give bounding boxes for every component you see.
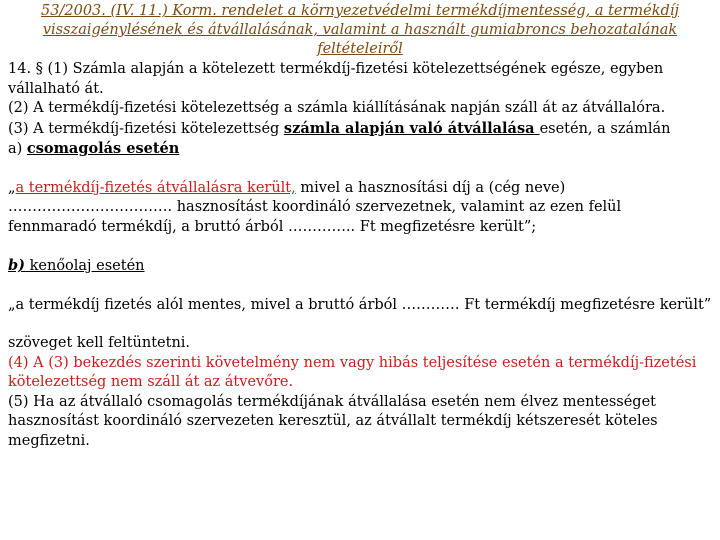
paragraph-5: (5) Ha az átvállaló csomagolás termékdíjának átvállalása esetén nem élvez mentességet hasznosítást koordináló szervezeten keresztül, az átvállalt termékdíj kétszeresét köteles megfizetni. (8, 393, 658, 449)
spacer (8, 277, 712, 296)
document-body (8, 60, 712, 451)
quote-1-open: „ (8, 179, 16, 196)
paragraph-3 (8, 119, 712, 140)
spacer (8, 315, 712, 334)
paragraph-1: 14. § (1) Számla alapján a kötelezett termékdíj-fizetési kötelezettségének egésze, egyben vállalható át. (8, 61, 664, 97)
item-b (8, 256, 712, 277)
paragraph-3-emphasis: számla alapján való átvállalása (283, 119, 540, 137)
quote-1-highlight: a termékdíj-fizetés átvállalásra került, (15, 179, 296, 196)
paragraph-2: (2) A termékdíj-fizetési kötelezettség a számla kiállításának napján száll át az átvállalóra. (8, 100, 666, 116)
spacer (8, 160, 712, 179)
quote-1-rest: mivel a hasznosítási díj a (cég neve) ……………………………. hasznosítást koordináló szervezetnek, valamint az ezen felül fennmaradó termékdíj, a bruttó árból ………….. Ft megfizetésre került”; (8, 179, 622, 235)
item-a-label: a) (8, 141, 27, 157)
item-a (8, 139, 712, 160)
item-a-text: csomagolás esetén (26, 140, 180, 157)
paragraph-3-end: esetén, a számlán (539, 120, 671, 137)
spacer (8, 237, 712, 256)
paragraph-end: szöveget kell feltüntetni. (8, 335, 191, 351)
page-title: 53/2003. (IV. 11.) Korm. rendelet a környezetvédelmi termékdíjmentesség, a termékdíj visszaigénylésének és átvállalásának, valamint a használt gumiabroncs behozatalának feltételeiről (41, 3, 679, 57)
quote-1 (8, 179, 712, 238)
paragraph-4: (4) A (3) bekezdés szerinti követelmény nem vagy hibás teljesítése esetén a termékdíj-fizetési kötelezettség nem száll át az átvevőre. (8, 354, 697, 390)
item-b-label: b) (8, 257, 25, 274)
item-b-text: kenőolaj esetén (25, 258, 145, 274)
quote-2: „a termékdíj fizetés alól mentes, mivel a bruttó árból ………… Ft termékdíj megfizetésre került” (8, 296, 712, 313)
paragraph-3-start: (3) A termékdíj-fizetési kötelezettség (8, 120, 284, 137)
